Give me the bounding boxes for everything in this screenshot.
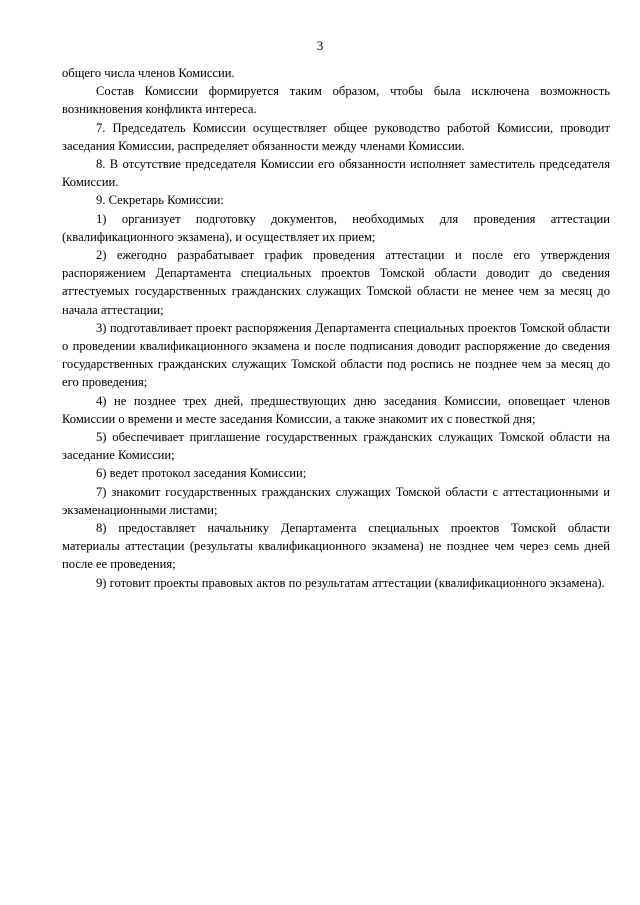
paragraph-commission-composition: Состав Комиссии формируется таким образом, чтобы была исключена возможность возникновения конфликта интереса. — [62, 84, 610, 117]
paragraph-subitem-1: 1) организует подготовку документов, необходимых для проведения аттестации (квалификационного экзамена), и осуществляет их прием; — [62, 211, 610, 244]
document-body — [62, 64, 610, 592]
paragraph-subitem-3: 3) подготавливает проект распоряжения Департамента специальных проектов Томской области о проведении квалификационного экзамена и после подписания доводит распоряжение до сведения государственных гражданских служащих Томской области под роспись не позднее чем за месяц до его проведения; — [62, 320, 610, 390]
paragraph-item-9-secretary: 9. Секретарь Комиссии: — [96, 193, 224, 208]
paragraph-subitem-2: 2) ежегодно разрабатывает график проведения аттестации и после его утверждения распоряжением Департамента специальных проектов Томской области доводит до сведения аттестуемых государственных гражданских служащих Томской области не менее чем за месяц до начала аттестации; — [62, 248, 610, 317]
paragraph-subitem-4: 4) не позднее трех дней, предшествующих дню заседания Комиссии, оповещает членов Комиссии о времени и месте заседания Комиссии, а также знакомит их с повесткой дня; — [62, 393, 610, 426]
paragraph-subitem-8: 8) предоставляет начальнику Департамента специальных проектов Томской области материалы аттестации (результаты квалификационного экзамена) не позднее чем через семь дней после ее проведения; — [62, 521, 610, 572]
paragraph-subitem-7: 7) знакомит государственных гражданских служащих Томской области с аттестационными и экзаменационными листами; — [62, 484, 610, 517]
paragraph-subitem-9: 9) готовит проекты правовых актов по результатам аттестации (квалификационного экзамена). — [96, 575, 605, 590]
paragraph-continuation: общего числа членов Комиссии. — [62, 66, 235, 80]
paragraph-subitem-6: 6) ведет протокол заседания Комиссии; — [96, 466, 307, 481]
page-number: 3 — [316, 38, 324, 53]
paragraph-item-8-deputy: 8. В отсутствие председателя Комиссии его обязанности исполняет заместитель председателя Комиссии. — [62, 157, 610, 190]
paragraph-subitem-5: 5) обеспечивает приглашение государственных гражданских служащих Томской области на заседание Комиссии; — [62, 430, 610, 463]
paragraph-item-7-chairman: 7. Председатель Комиссии осуществляет общее руководство работой Комиссии, проводит заседания Комиссии, распределяет обязанности между членами Комиссии. — [62, 120, 610, 153]
